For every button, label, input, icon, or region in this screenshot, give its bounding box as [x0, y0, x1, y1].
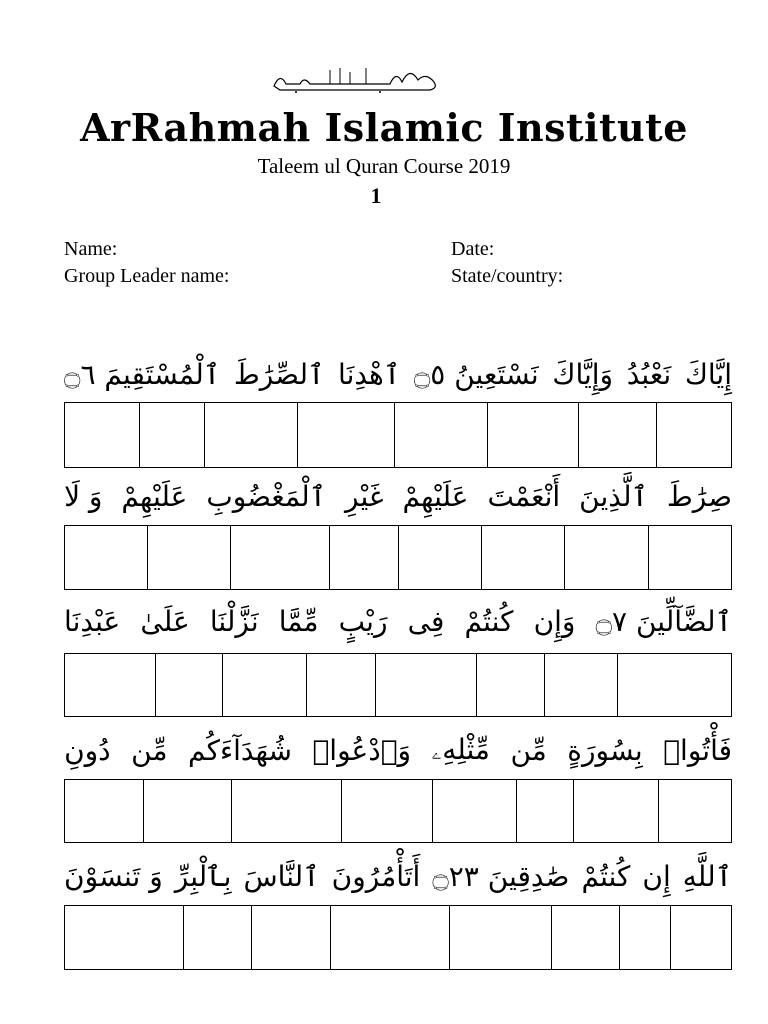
arabic-word: نَسْتَعِينُ ۝٥ [413, 357, 539, 391]
writing-box-row[interactable] [64, 402, 732, 468]
writing-cell-divider [143, 780, 144, 842]
writing-cell-divider [394, 403, 395, 467]
writing-cell-divider [564, 526, 565, 589]
writing-cell-divider [222, 654, 223, 716]
arabic-text-row [64, 468, 732, 524]
arabic-word: وَ تَنسَوْنَ [64, 859, 163, 893]
arabic-word: عَبْدِنَا [64, 604, 121, 638]
arabic-word: عَلَيْهِمْ [402, 479, 469, 513]
arabic-word: مِّن [510, 733, 547, 767]
arabic-word: مِّن [131, 733, 168, 767]
writing-box-row[interactable] [64, 525, 732, 590]
writing-cell-divider [341, 780, 342, 842]
arabic-word: بِسُورَةٍ [567, 733, 643, 767]
bismillah-calligraphy [270, 62, 442, 96]
arabic-word: وَٱدْعُوا۟ [312, 733, 412, 767]
arabic-word: نَزَّلْنَا [209, 604, 259, 638]
writing-cell-divider [617, 654, 618, 716]
arabic-text-row [64, 722, 732, 778]
writing-cell-divider [230, 526, 231, 589]
writing-cell-divider [487, 403, 488, 467]
writing-cell-divider [516, 780, 517, 842]
arabic-word: نَعْبُدُ [626, 357, 672, 391]
writing-box-row[interactable] [64, 779, 732, 843]
arabic-word: ٱلَّذِينَ [579, 479, 648, 513]
arabic-word: ٱلنَّاسَ [243, 859, 320, 893]
state-country-label: State/country: [451, 265, 564, 287]
arabic-word: صِرَٰطَ [666, 479, 732, 513]
arabic-word: عَلَىٰ [140, 604, 190, 638]
writing-cell-divider [573, 780, 574, 842]
writing-cell-divider [619, 906, 620, 969]
date-label: Date: [451, 238, 495, 260]
arabic-word: غَيْرِ [345, 479, 384, 513]
writing-cell-divider [306, 654, 307, 716]
lesson-number: 1 [370, 183, 382, 208]
arabic-word: ٱلْمُسْتَقِيمَ ۝٦ [64, 357, 221, 391]
writing-cell-divider [658, 780, 659, 842]
page-title: ArRahmah Islamic Institute [80, 105, 688, 150]
arabic-word: ٱللَّهِ [682, 859, 732, 893]
arabic-word: إِيَّاكَ [684, 357, 732, 391]
writing-cell-divider [139, 403, 140, 467]
writing-cell-divider [330, 906, 331, 969]
arabic-word: بِٱلْبِرِّ [174, 859, 232, 893]
course-subtitle: Taleem ul Quran Course 2019 [257, 154, 511, 178]
writing-cell-divider [551, 906, 552, 969]
writing-cell-divider [297, 403, 298, 467]
arabic-word: دُونِ [64, 733, 111, 767]
writing-cell-divider [375, 654, 376, 716]
writing-cell-divider [155, 654, 156, 716]
arabic-word: رَيْبٍ [338, 604, 388, 638]
name-label: Name: [64, 238, 118, 260]
writing-cell-divider [204, 403, 205, 467]
writing-cell-divider [670, 906, 671, 969]
arabic-word: كُنتُمْ [581, 859, 631, 893]
writing-cell-divider [656, 403, 657, 467]
bismillah-calligraphy-graphic [270, 62, 442, 96]
arabic-word: مِّمَّا [278, 604, 319, 638]
arabic-word: مِّثْلِهِۦ [431, 733, 490, 766]
arabic-text-row [64, 593, 732, 649]
arabic-word: ٱلْمَغْضُوبِ [206, 479, 327, 513]
writing-box-row[interactable] [64, 653, 732, 717]
writing-cell-divider [449, 906, 450, 969]
writing-cell-divider [648, 526, 649, 589]
arabic-word: فَأْتُوا۟ [663, 733, 732, 767]
arabic-word: عَلَيْهِمْ [121, 479, 188, 513]
arabic-word: ٱهْدِنَا [338, 357, 401, 391]
arabic-word: فِى [407, 604, 445, 638]
arabic-word: أَتَأْمُرُونَ [331, 859, 421, 893]
arabic-word: وَإِن [533, 604, 576, 638]
arabic-word: أَنْعَمْتَ [487, 479, 561, 513]
arabic-word: شُهَدَآءَكُم [188, 733, 292, 767]
arabic-word: وَ لَا [64, 479, 103, 513]
writing-cell-divider [183, 906, 184, 969]
writing-cell-divider [544, 654, 545, 716]
arabic-word: ٱلصِّرَٰطَ [233, 357, 325, 391]
arabic-word: ٱلضَّآلِّينَ ۝٧ [595, 604, 732, 638]
arabic-text-row [64, 346, 732, 402]
arabic-word: صَٰدِقِينَ ۝٢٣ [432, 859, 570, 893]
arabic-word: وَإِيَّاكَ [552, 357, 614, 391]
writing-cell-divider [147, 526, 148, 589]
writing-cell-divider [476, 654, 477, 716]
writing-cell-divider [578, 403, 579, 467]
writing-cell-divider [329, 526, 330, 589]
arabic-word: إِن [642, 859, 671, 893]
writing-cell-divider [398, 526, 399, 589]
writing-cell-divider [251, 906, 252, 969]
group-leader-label: Group Leader name: [64, 265, 230, 287]
writing-cell-divider [231, 780, 232, 842]
writing-box-row[interactable] [64, 905, 732, 970]
arabic-text-row [64, 848, 732, 904]
writing-cell-divider [481, 526, 482, 589]
arabic-word: كُنتُمْ [464, 604, 514, 638]
writing-cell-divider [432, 780, 433, 842]
